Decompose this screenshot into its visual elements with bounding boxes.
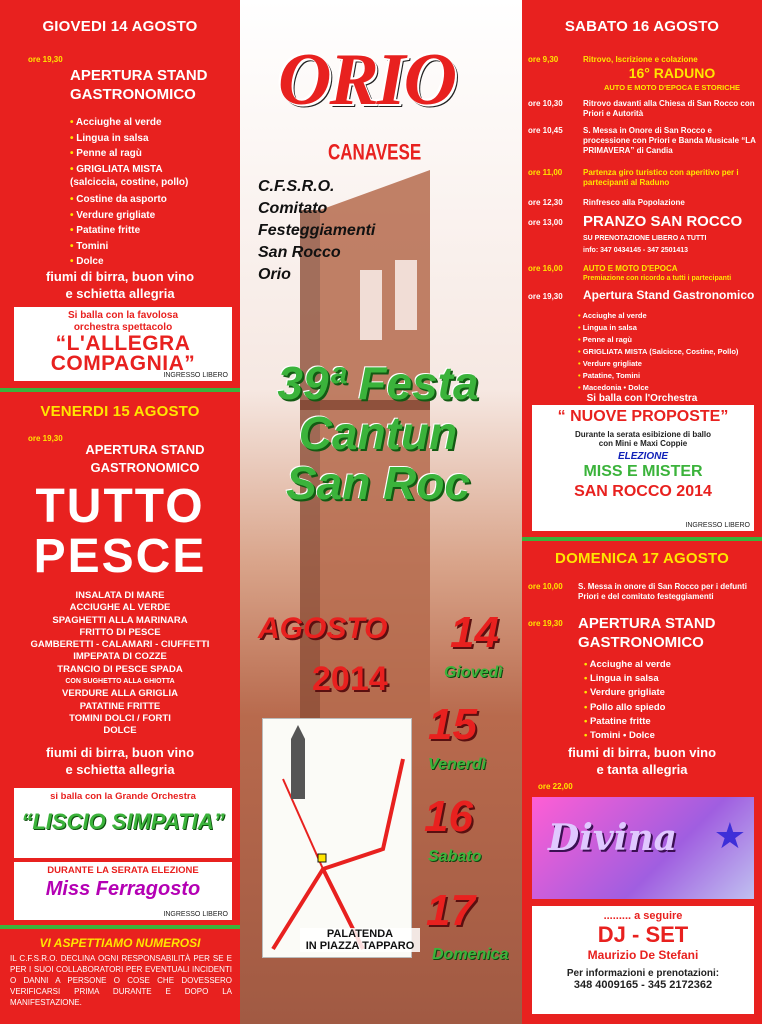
- festa-line3: San Roc: [285, 457, 471, 509]
- slogan-line1: fiumi di birra, buon vino: [45, 269, 195, 284]
- sunday-time1: ore 10,00: [528, 582, 563, 591]
- menu-item: • Patatine fritte: [584, 715, 671, 729]
- sunday-stand-line2: GASTRONOMICO: [578, 634, 704, 651]
- festa-line2: Cantun: [298, 407, 458, 459]
- event-text: Ritrovo, Iscrizione e colazione: [583, 55, 698, 64]
- event-time: ore 11,00: [528, 168, 563, 177]
- sunday-time3: ore 22,00: [538, 782, 573, 791]
- org-line: Orio: [258, 266, 291, 283]
- thursday-menu-2: [70, 192, 167, 270]
- ingresso-libero: INGRESSO LIBERO: [163, 911, 228, 918]
- event-time: ore 12,30: [528, 198, 563, 207]
- dance-intro-line2: orchestra spettacolo: [73, 322, 173, 333]
- menu-item: • Patatine fritte: [70, 223, 167, 239]
- menu-item: TOMINI DOLCI / FORTI: [69, 712, 171, 724]
- thursday-dance-box: [14, 307, 232, 381]
- elezione-label: ELEZIONE: [617, 451, 668, 462]
- menu-item: • Penne al ragù: [578, 334, 738, 346]
- organizer: [258, 176, 375, 286]
- org-line: San Rocco: [258, 244, 341, 261]
- year-title: 2014: [312, 660, 388, 698]
- sunday-menu: [584, 658, 671, 743]
- sunday-title: DOMENICA 17 AGOSTO: [555, 550, 729, 567]
- event-row: [528, 55, 558, 64]
- day-name: Domenica: [432, 946, 509, 963]
- org-line: Comitato: [258, 200, 328, 217]
- thursday-stand: [70, 66, 208, 104]
- festa-line1: 39ª Festa: [277, 357, 479, 409]
- grigliata-note: (salcicci​a, costine, pollo): [70, 177, 189, 188]
- pranzo-phones: info: 347 0434145 - 347 2501413: [583, 247, 689, 254]
- thursday-slogan: [0, 268, 240, 302]
- org-line: C.F.S.R.O.: [258, 178, 335, 195]
- friday-time: ore 19,30: [28, 434, 63, 443]
- thursday-menu: [70, 115, 163, 177]
- raduno-subtitle: AUTO E MOTO D'EPOCA E STORICHE: [603, 83, 741, 92]
- miss-ferragosto: Miss Ferragosto: [45, 878, 201, 900]
- saturday-dance-box: [532, 405, 754, 531]
- disclaimer: IL C.F.S.R.O. DECLINA OGNI RESPONSABILITÀ PER SE E PER I SUOI COLLABORATORI PER EVENTUALI INCIDENTI O DANNI A PERSONE O COSE CHE DOVESSERO VERIFICARSI PRIMA DURANTE E DOPO LA MANIFESTAZIONE.: [10, 954, 232, 1007]
- slogan-line1: fiumi di birra, buon vino: [45, 745, 195, 760]
- friday-menu: [0, 590, 240, 738]
- menu-item: GAMBERETTI - CALAMARI - CIUFFETTI: [30, 639, 210, 651]
- event-text: Partenza giro turistico con aperitivo per i partecipanti al Raduno: [583, 168, 739, 187]
- slogan-line2: e schietta allegria: [65, 286, 175, 301]
- event-text: Rinfresco alla Popolazione: [583, 198, 685, 207]
- event-text: Apertura Stand Gastronomico: [583, 288, 755, 302]
- friday-stand: [70, 441, 220, 477]
- sunday-time2: ore 19,30: [528, 619, 563, 628]
- divina-logo: Divina: [548, 817, 677, 859]
- band-name: [14, 334, 232, 374]
- divider: [522, 537, 762, 541]
- band-line1: “L'ALLEGRA: [55, 332, 191, 355]
- thursday-time: ore 19,30: [28, 55, 63, 64]
- town-title: ORIO: [278, 39, 456, 121]
- menu-item: IMPEPATA DI COZZE: [73, 651, 167, 663]
- seguire-label: ......... a seguire: [603, 910, 683, 922]
- pranzo-title: PRANZO SAN ROCCO: [583, 213, 743, 230]
- pranzo-note: SU PRENOTAZIONE LIBERO A TUTTI: [583, 235, 707, 242]
- event-time: ore 19,30: [528, 292, 563, 301]
- menu-item: • Lingua in salsa: [70, 131, 163, 147]
- menu-item: • Penne al ragù: [70, 146, 163, 162]
- menu-item: • Acciughe al verde: [70, 115, 163, 131]
- right-column: [522, 0, 762, 1024]
- band-line2: COMPAGNIA”: [50, 352, 196, 375]
- menu-item-note: CON SUGHETTO ALLA GHIOTTA: [65, 678, 175, 686]
- friday-slogan: [0, 744, 240, 778]
- day-number: 14: [450, 608, 499, 657]
- pesce-label: PESCE: [33, 530, 207, 583]
- menu-item: ACCIUGHE AL VERDE: [69, 602, 171, 614]
- divider: [0, 388, 240, 392]
- thursday-stand-line2: GASTRONOMICO: [70, 86, 196, 103]
- menu-item: VERDURE ALLA GRIGLIA: [62, 688, 178, 700]
- sunday-messa: S. Messa in onore di San Rocco per i defunti Priori e del comitato festeggiamenti: [578, 582, 747, 601]
- menu-item: TRANCIO DI PESCE SPADA: [57, 663, 183, 675]
- band-name: “ NUOVE PROPOSTE”: [557, 408, 729, 425]
- star-icon: ★: [713, 815, 746, 856]
- day-name: Giovedì: [444, 664, 503, 681]
- map-caption: [300, 928, 420, 952]
- month-title: AGOSTO: [258, 612, 388, 645]
- miss-box: [14, 862, 232, 920]
- menu-item: FRITTO DI PESCE: [79, 626, 161, 638]
- slogan-line2: e schietta allegria: [65, 762, 175, 777]
- menu-item: DOLCE: [103, 725, 137, 737]
- dj-box: [532, 906, 754, 1014]
- friday-stand-line1: APERTURA STAND: [85, 442, 205, 457]
- thursday-stand-line1: APERTURA STAND: [70, 67, 208, 84]
- day-number: 17: [426, 886, 475, 935]
- menu-item: • Verdure grigliate: [70, 208, 167, 224]
- dj-name: Maurizio De Stefani: [587, 948, 699, 962]
- menu-item: INSALATA DI MARE: [75, 590, 165, 601]
- day-number: 15: [428, 700, 477, 749]
- divina-banner: [532, 797, 754, 899]
- friday-dance-box: [14, 788, 232, 858]
- dance-intro: si balla con la Grande Orchestra: [50, 791, 196, 802]
- dance-intro-line1: Si balla con la favolosa: [67, 310, 179, 321]
- menu-item: • Acciughe al verde: [584, 658, 671, 672]
- menu-item: • Macedonia • Dolce: [578, 382, 738, 394]
- saturday-dance-intro: Si balla con l'Orchestra: [586, 393, 698, 404]
- slogan-line1: fiumi di birra, buon vino: [567, 745, 717, 760]
- miss-label: SAN ROCCO 2014: [574, 483, 712, 500]
- menu-item: • Pollo allo spiedo: [584, 701, 671, 715]
- event-text: S. Messa in Onore di San Rocco e processione con Priori e Banda Musicale “LA PRIMAVERA” di Candia: [583, 126, 756, 155]
- event-time: ore 10,30: [528, 99, 563, 108]
- info-phones: 348 4009165 - 345 2172362: [573, 979, 713, 991]
- day-number: 16: [424, 792, 473, 841]
- menu-item: • Patatine, Tomini: [578, 370, 738, 382]
- region-title: CANAVESE: [328, 140, 422, 165]
- menu-item: PATATINE FRITTE: [79, 700, 161, 712]
- menu-item: • GRIGLIATA MISTA (Salcicce, Costine, Pollo): [578, 346, 738, 358]
- menu-item: • Tomini • Dolce: [584, 729, 671, 743]
- sunday-slogan: [522, 744, 762, 778]
- ingresso-libero: INGRESSO LIBERO: [685, 522, 750, 529]
- auto-note: Premiazione con ricordo a tutti i partecipanti: [583, 275, 732, 282]
- left-column: [0, 0, 240, 1024]
- menu-item: SPAGHETTI ALLA MARINARA: [52, 614, 188, 626]
- menu-item: • GRIGLIATA MISTA: [70, 162, 163, 178]
- festa-title: [258, 358, 498, 508]
- serata-label: DURANTE LA SERATA ELEZIONE: [47, 865, 199, 876]
- menu-item: • Tomini: [70, 239, 167, 255]
- thursday-title: GIOVEDI 14 AGOSTO: [42, 18, 198, 35]
- invite-text: VI ASPETTIAMO NUMEROSI: [39, 936, 201, 950]
- event-text: AUTO E MOTO D'EPOCA: [583, 264, 678, 273]
- menu-item: • Lingua in salsa: [578, 322, 738, 334]
- menu-item: • Dolce: [70, 254, 167, 270]
- sunday-stand-line1: APERTURA STAND: [578, 615, 716, 632]
- saturday-menu: [578, 310, 738, 394]
- slogan-line2: e tanta allegria: [596, 762, 688, 777]
- org-line: Festeggiamenti: [258, 222, 376, 239]
- dance-intro: [14, 310, 232, 334]
- miss-label: MISS E MISTER: [583, 463, 703, 480]
- dj-set-label: DJ - SET: [597, 922, 689, 947]
- map-routes: [263, 719, 413, 959]
- info-label: Per informazioni e prenotazioni:: [566, 968, 720, 979]
- menu-item: • Costine da asporto: [70, 192, 167, 208]
- ingresso-libero: INGRESSO LIBERO: [163, 372, 228, 379]
- location-map: [262, 718, 412, 958]
- exhibition-note: Durante la serata esibizione di ballo: [574, 430, 712, 439]
- menu-item: • Acciughe al verde: [578, 310, 738, 322]
- saturday-title: SABATO 16 AGOSTO: [564, 18, 720, 35]
- divider: [0, 925, 240, 929]
- event-text: Ritrovo davanti alla Chiesa di San Rocco con Priori e Autorità: [583, 99, 755, 118]
- menu-item: • Verdure grigliate: [578, 358, 738, 370]
- event-time: ore 13,00: [528, 218, 563, 227]
- event-time: ore 10,45: [528, 126, 563, 135]
- friday-title: VENERDI 15 AGOSTO: [40, 403, 200, 420]
- sunday-stand: [578, 614, 716, 652]
- exhibition-note: con Mini e Maxi Coppie: [598, 439, 688, 448]
- event-time: ore 9,30: [528, 55, 559, 64]
- raduno-title: 16° RADUNO: [628, 65, 716, 81]
- day-name: Venerdì: [428, 756, 487, 773]
- day-name: Sabato: [428, 848, 482, 865]
- event-time: ore 16,00: [528, 264, 563, 273]
- map-caption-line1: PALATENDA: [326, 928, 394, 940]
- tutto-label: TUTTO: [35, 480, 205, 533]
- map-caption-line2: IN PIAZZA TAPPARO: [305, 940, 415, 952]
- menu-item: • Lingua in salsa: [584, 672, 671, 686]
- band-name: “LISCIO SIMPATIA”: [21, 809, 225, 834]
- friday-stand-line2: GASTRONOMICO: [90, 460, 200, 475]
- tutto-pesce: [0, 482, 240, 582]
- menu-item: • Verdure grigliate: [584, 686, 671, 700]
